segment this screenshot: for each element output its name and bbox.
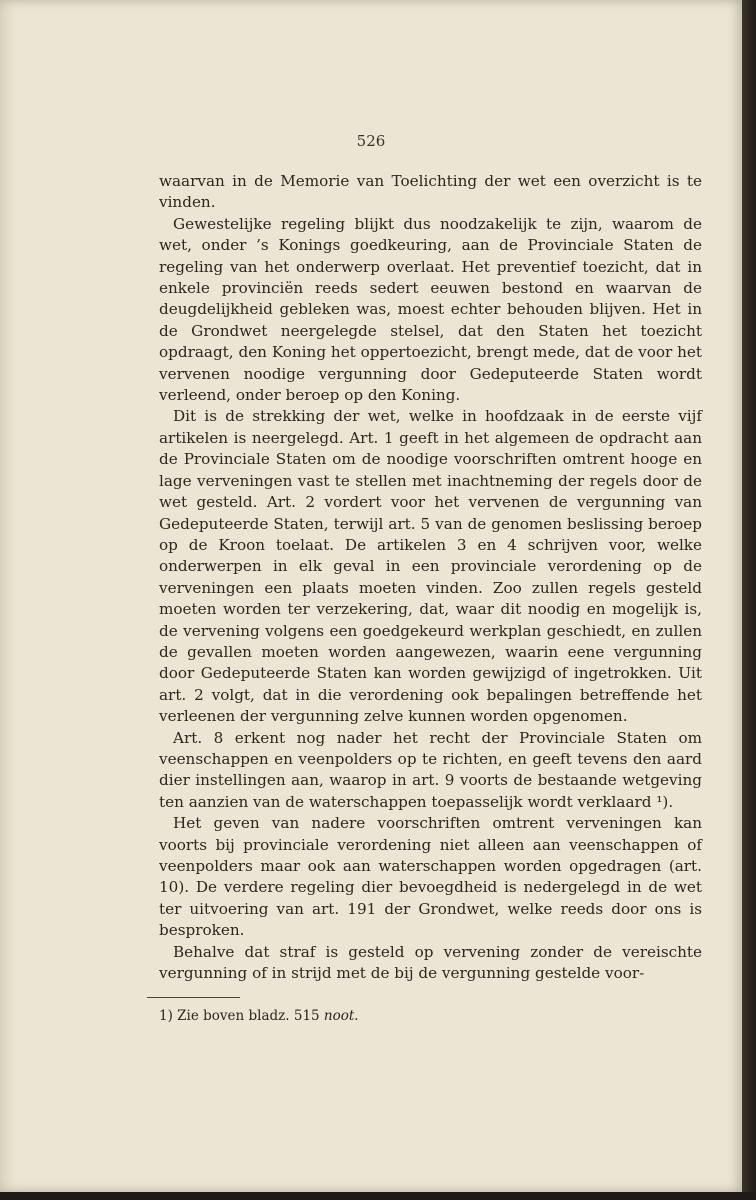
paragraph-4: Art. 8 erkent nog nader het recht der Provinciale Staten om veenschappen en veenpolders op te richten, en geeft tevens den aard dier instellingen aan, waarop in art. 9 voorts de bestaande wetgeving ten aanzien van de waterschappen toepasselijk wordt verklaard ¹). [159, 728, 702, 811]
paragraph-6: Behalve dat straf is gesteld op vervening zonder de vereischte vergunning of in strijd met de bij de vergunning gestelde voor- [159, 942, 702, 983]
paragraph-3: Dit is de strekking der wet, welke in hoofdzaak in de eerste vijf artikelen is neergelegd. Art. 1 geeft in het algemeen de opdracht aan de Provinciale Staten om de noodige voorschriften omtrent hooge en lage verveningen vast te stellen met inachtneming der regels door de wet gesteld. Art. 2 vordert voor het vervenen de vergunning van Gedeputeerde Staten, terwijl art. 5 van de genomen beslissing beroep op de Kroon toelaat. De artikelen 3 en 4 schrijven voor, welke onderwerpen in elk geval in een provinciale verordening op de verveningen een plaats moeten vinden. Zoo zullen regels gesteld moeten worden ter verzekering, dat, waar dit noodig en mogelijk is, de vervening volgens een goedgekeurd werkplan geschiedt, en zullen de gevallen moeten worden aangewezen, waarin eene vergunning door Gedeputeerde Staten kan worden gewijzigd of ingetrokken. Uit art. 2 volgt, dat in die verordening ook bepalingen betreffende het verleenen der vergunning zelve kunnen worden opgenomen. [159, 407, 702, 726]
page-edge-bottom [0, 1192, 756, 1200]
footnote [159, 1008, 699, 1024]
footnote-marker: 1) [159, 1008, 173, 1024]
paragraph-2: Gewestelijke regeling blijkt dus noodzakelijk te zijn, waarom de wet, onder ’s Konings goedkeuring, aan de Provinciale Staten de regeling van het onderwerp overlaat. Het preventief toezicht, dat in enkele provinciën reeds sedert eeuwen bestond en waarvan de deugdelijkheid gebleken was, moest echter behouden blijven. Het in de Grondwet neergelegde stelsel, dat den Staten het toezicht opdraagt, den Koning het oppertoezicht, brengt mede, dat de voor het vervenen noodige vergunning door Gedeputeerde Staten wordt verleend, onder beroep op den Koning. [159, 214, 702, 405]
page-edge-right [742, 0, 756, 1200]
footnote-italic: noot. [323, 1008, 359, 1024]
page-number: 526 [356, 132, 386, 150]
footnote-text: Zie boven bladz. 515 [177, 1008, 320, 1024]
paragraph-5: Het geven van nadere voorschriften omtrent verveningen kan voorts bij provinciale verordening niet alleen aan veenschappen of veenpolders maar ook aan waterschappen worden opgedragen (art. 10). De verdere regeling dier bevoegdheid is nedergelegd in de wet ter uitvoering van art. 191 der Grondwet, welke reeds door ons is besproken. [159, 814, 702, 940]
body-text [159, 171, 702, 984]
footnote-divider [147, 997, 240, 998]
paragraph-1: waarvan in de Memorie van Toelichting der wet een overzicht is te vinden. [159, 172, 702, 212]
